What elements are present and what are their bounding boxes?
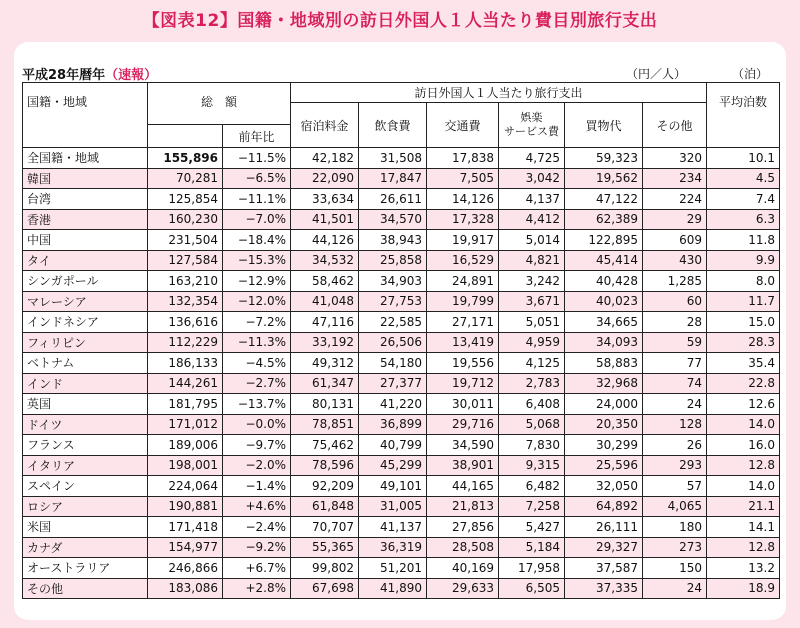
cell-other: 60	[643, 291, 707, 312]
cell-other: 150	[643, 558, 707, 579]
cell-other: 273	[643, 537, 707, 558]
header-shopping: 買物代	[565, 103, 643, 148]
cell-yoy: −4.5%	[223, 353, 291, 374]
cell-entertainment: 4,412	[499, 209, 565, 230]
cell-yoy: −7.2%	[223, 312, 291, 333]
table-row	[23, 414, 780, 435]
cell-shopping: 37,335	[565, 578, 643, 599]
cell-lodging: 99,802	[291, 558, 359, 579]
cell-other: 28	[643, 312, 707, 333]
cell-region: スペイン	[23, 476, 148, 497]
cell-lodging: 34,532	[291, 250, 359, 271]
cell-entertainment: 9,315	[499, 455, 565, 476]
cell-shopping: 58,883	[565, 353, 643, 374]
cell-lodging: 70,707	[291, 517, 359, 538]
cell-region: ベトナム	[23, 353, 148, 374]
cell-other: 128	[643, 414, 707, 435]
cell-lodging: 49,312	[291, 353, 359, 374]
cell-lodging: 33,634	[291, 189, 359, 210]
cell-transport: 38,901	[427, 455, 499, 476]
cell-shopping: 40,023	[565, 291, 643, 312]
table-row	[23, 332, 780, 353]
cell-nights: 14.1	[707, 517, 780, 538]
cell-transport: 21,813	[427, 496, 499, 517]
table-row	[23, 578, 780, 599]
cell-total: 144,261	[148, 373, 223, 394]
cell-shopping: 62,389	[565, 209, 643, 230]
cell-shopping: 25,596	[565, 455, 643, 476]
cell-nights: 35.4	[707, 353, 780, 374]
cell-region: その他	[23, 578, 148, 599]
cell-entertainment: 4,821	[499, 250, 565, 271]
unit-nights-label: （泊）	[732, 67, 769, 81]
header-avg-nights: 平均泊数	[707, 83, 780, 148]
cell-yoy: −12.9%	[223, 271, 291, 292]
cell-region: 英国	[23, 394, 148, 415]
cell-other: 430	[643, 250, 707, 271]
cell-region: 韓国	[23, 168, 148, 189]
header-yoy: 前年比	[223, 125, 291, 148]
cell-nights: 11.7	[707, 291, 780, 312]
cell-lodging: 92,209	[291, 476, 359, 497]
cell-total: 171,012	[148, 414, 223, 435]
cell-transport: 30,011	[427, 394, 499, 415]
cell-nights: 12.6	[707, 394, 780, 415]
cell-other: 4,065	[643, 496, 707, 517]
table-row	[23, 168, 780, 189]
cell-nights: 18.9	[707, 578, 780, 599]
spending-table	[22, 82, 780, 599]
cell-total: 155,896	[148, 148, 223, 169]
cell-food: 25,858	[359, 250, 427, 271]
cell-transport: 14,126	[427, 189, 499, 210]
cell-yoy: −13.7%	[223, 394, 291, 415]
cell-total: 132,354	[148, 291, 223, 312]
table-row	[23, 435, 780, 456]
cell-transport: 40,169	[427, 558, 499, 579]
cell-shopping: 26,111	[565, 517, 643, 538]
cell-other: 57	[643, 476, 707, 497]
cell-transport: 29,716	[427, 414, 499, 435]
cell-yoy: −15.3%	[223, 250, 291, 271]
cell-entertainment: 5,068	[499, 414, 565, 435]
cell-transport: 19,799	[427, 291, 499, 312]
cell-lodging: 58,462	[291, 271, 359, 292]
header-group: 訪日外国人１人当たり旅行支出	[291, 83, 707, 103]
cell-entertainment: 4,125	[499, 353, 565, 374]
cell-transport: 17,838	[427, 148, 499, 169]
cell-region: タイ	[23, 250, 148, 271]
cell-entertainment: 4,137	[499, 189, 565, 210]
cell-yoy: −0.0%	[223, 414, 291, 435]
cell-shopping: 37,587	[565, 558, 643, 579]
cell-nights: 16.0	[707, 435, 780, 456]
cell-shopping: 64,892	[565, 496, 643, 517]
cell-food: 31,508	[359, 148, 427, 169]
cell-transport: 24,891	[427, 271, 499, 292]
cell-lodging: 41,048	[291, 291, 359, 312]
cell-region: 全国籍・地域	[23, 148, 148, 169]
cell-food: 45,299	[359, 455, 427, 476]
unit-yen-label: （円／人）	[626, 67, 687, 81]
table-row	[23, 291, 780, 312]
cell-yoy: +4.6%	[223, 496, 291, 517]
cell-other: 59	[643, 332, 707, 353]
cell-region: ドイツ	[23, 414, 148, 435]
cell-food: 22,585	[359, 312, 427, 333]
cell-total: 171,418	[148, 517, 223, 538]
cell-nights: 28.3	[707, 332, 780, 353]
cell-entertainment: 6,482	[499, 476, 565, 497]
cell-total: 70,281	[148, 168, 223, 189]
cell-lodging: 78,596	[291, 455, 359, 476]
cell-shopping: 47,122	[565, 189, 643, 210]
header-entertainment-line2: サービス費	[504, 125, 559, 138]
cell-entertainment: 2,783	[499, 373, 565, 394]
cell-entertainment: 5,184	[499, 537, 565, 558]
cell-food: 26,611	[359, 189, 427, 210]
header-other: その他	[643, 103, 707, 148]
cell-yoy: −6.5%	[223, 168, 291, 189]
cell-lodging: 44,126	[291, 230, 359, 251]
cell-entertainment: 5,014	[499, 230, 565, 251]
cell-total: 186,133	[148, 353, 223, 374]
cell-yoy: −7.0%	[223, 209, 291, 230]
cell-total: 127,584	[148, 250, 223, 271]
cell-food: 31,005	[359, 496, 427, 517]
cell-food: 40,799	[359, 435, 427, 456]
cell-other: 24	[643, 578, 707, 599]
cell-entertainment: 5,427	[499, 517, 565, 538]
cell-other: 180	[643, 517, 707, 538]
cell-total: 160,230	[148, 209, 223, 230]
cell-yoy: −11.1%	[223, 189, 291, 210]
cell-lodging: 55,365	[291, 537, 359, 558]
cell-shopping: 34,665	[565, 312, 643, 333]
period-label: 平成28年暦年	[22, 68, 106, 83]
cell-total: 183,086	[148, 578, 223, 599]
cell-region: ロシア	[23, 496, 148, 517]
table-row	[23, 148, 780, 169]
header-total: 総 額	[148, 83, 291, 125]
cell-shopping: 34,093	[565, 332, 643, 353]
cell-entertainment: 3,671	[499, 291, 565, 312]
cell-nights: 4.5	[707, 168, 780, 189]
cell-food: 41,220	[359, 394, 427, 415]
cell-other: 1,285	[643, 271, 707, 292]
cell-food: 27,753	[359, 291, 427, 312]
table-row	[23, 353, 780, 374]
cell-entertainment: 6,408	[499, 394, 565, 415]
cell-other: 24	[643, 394, 707, 415]
cell-yoy: −9.2%	[223, 537, 291, 558]
table-row	[23, 496, 780, 517]
cell-transport: 7,505	[427, 168, 499, 189]
cell-food: 17,847	[359, 168, 427, 189]
cell-entertainment: 4,725	[499, 148, 565, 169]
cell-shopping: 30,299	[565, 435, 643, 456]
table-row	[23, 394, 780, 415]
cell-food: 27,377	[359, 373, 427, 394]
cell-lodging: 61,347	[291, 373, 359, 394]
cell-food: 51,201	[359, 558, 427, 579]
table-row	[23, 476, 780, 497]
cell-total: 181,795	[148, 394, 223, 415]
cell-entertainment: 3,242	[499, 271, 565, 292]
cell-other: 74	[643, 373, 707, 394]
cell-entertainment: 5,051	[499, 312, 565, 333]
cell-yoy: −11.5%	[223, 148, 291, 169]
table-row	[23, 537, 780, 558]
cell-nights: 14.0	[707, 476, 780, 497]
cell-region: 中国	[23, 230, 148, 251]
cell-nights: 6.3	[707, 209, 780, 230]
cell-other: 320	[643, 148, 707, 169]
header-transport: 交通費	[427, 103, 499, 148]
header-lodging: 宿泊料金	[291, 103, 359, 148]
cell-entertainment: 4,959	[499, 332, 565, 353]
header-total-spacer	[148, 125, 223, 148]
cell-transport: 27,856	[427, 517, 499, 538]
cell-other: 29	[643, 209, 707, 230]
table-row	[23, 373, 780, 394]
cell-total: 163,210	[148, 271, 223, 292]
cell-other: 26	[643, 435, 707, 456]
cell-region: シンガポール	[23, 271, 148, 292]
cell-shopping: 29,327	[565, 537, 643, 558]
cell-lodging: 75,462	[291, 435, 359, 456]
cell-entertainment: 7,830	[499, 435, 565, 456]
cell-food: 49,101	[359, 476, 427, 497]
cell-food: 41,890	[359, 578, 427, 599]
cell-region: 米国	[23, 517, 148, 538]
cell-entertainment: 3,042	[499, 168, 565, 189]
cell-total: 125,854	[148, 189, 223, 210]
cell-transport: 29,633	[427, 578, 499, 599]
cell-yoy: −11.3%	[223, 332, 291, 353]
cell-total: 224,064	[148, 476, 223, 497]
cell-transport: 27,171	[427, 312, 499, 333]
cell-region: インドネシア	[23, 312, 148, 333]
cell-shopping: 24,000	[565, 394, 643, 415]
cell-total: 112,229	[148, 332, 223, 353]
cell-food: 36,899	[359, 414, 427, 435]
cell-total: 189,006	[148, 435, 223, 456]
cell-lodging: 33,192	[291, 332, 359, 353]
cell-nights: 15.0	[707, 312, 780, 333]
cell-shopping: 122,895	[565, 230, 643, 251]
cell-total: 231,504	[148, 230, 223, 251]
cell-nights: 7.4	[707, 189, 780, 210]
cell-region: インド	[23, 373, 148, 394]
cell-nights: 21.1	[707, 496, 780, 517]
cell-yoy: −18.4%	[223, 230, 291, 251]
cell-transport: 13,419	[427, 332, 499, 353]
cell-nights: 8.0	[707, 271, 780, 292]
cell-transport: 19,917	[427, 230, 499, 251]
cell-lodging: 61,848	[291, 496, 359, 517]
table-body	[23, 148, 780, 599]
cell-other: 609	[643, 230, 707, 251]
cell-other: 234	[643, 168, 707, 189]
cell-region: フィリピン	[23, 332, 148, 353]
cell-shopping: 40,428	[565, 271, 643, 292]
cell-shopping: 20,350	[565, 414, 643, 435]
cell-entertainment: 17,958	[499, 558, 565, 579]
cell-transport: 28,508	[427, 537, 499, 558]
table-row	[23, 189, 780, 210]
cell-food: 34,570	[359, 209, 427, 230]
cell-transport: 17,328	[427, 209, 499, 230]
cell-food: 34,903	[359, 271, 427, 292]
header-entertainment	[499, 103, 565, 148]
cell-yoy: −2.7%	[223, 373, 291, 394]
table-row	[23, 312, 780, 333]
table-row	[23, 250, 780, 271]
cell-yoy: −12.0%	[223, 291, 291, 312]
cell-other: 224	[643, 189, 707, 210]
table-subheading	[22, 64, 157, 83]
cell-region: フランス	[23, 435, 148, 456]
cell-food: 26,506	[359, 332, 427, 353]
cell-other: 77	[643, 353, 707, 374]
table-row	[23, 455, 780, 476]
page-title: 【図表12】国籍・地域別の訪日外国人１人当たり費目別旅行支出	[142, 11, 658, 31]
cell-lodging: 78,851	[291, 414, 359, 435]
cell-transport: 19,556	[427, 353, 499, 374]
cell-total: 198,001	[148, 455, 223, 476]
cell-yoy: −2.0%	[223, 455, 291, 476]
cell-nights: 14.0	[707, 414, 780, 435]
cell-nights: 9.9	[707, 250, 780, 271]
cell-lodging: 47,116	[291, 312, 359, 333]
cell-entertainment: 6,505	[499, 578, 565, 599]
cell-yoy: −1.4%	[223, 476, 291, 497]
cell-nights: 13.2	[707, 558, 780, 579]
cell-yoy: −9.7%	[223, 435, 291, 456]
cell-nights: 10.1	[707, 148, 780, 169]
cell-other: 293	[643, 455, 707, 476]
cell-transport: 34,590	[427, 435, 499, 456]
cell-food: 41,137	[359, 517, 427, 538]
cell-yoy: −2.4%	[223, 517, 291, 538]
table-row	[23, 517, 780, 538]
table-row	[23, 230, 780, 251]
cell-lodging: 22,090	[291, 168, 359, 189]
cell-food: 38,943	[359, 230, 427, 251]
cell-region: マレーシア	[23, 291, 148, 312]
cell-nights: 12.8	[707, 537, 780, 558]
header-food: 飲食費	[359, 103, 427, 148]
cell-yoy: +6.7%	[223, 558, 291, 579]
cell-total: 246,866	[148, 558, 223, 579]
cell-yoy: +2.8%	[223, 578, 291, 599]
cell-entertainment: 7,258	[499, 496, 565, 517]
cell-lodging: 42,182	[291, 148, 359, 169]
cell-shopping: 32,968	[565, 373, 643, 394]
cell-region: イタリア	[23, 455, 148, 476]
cell-shopping: 32,050	[565, 476, 643, 497]
cell-shopping: 45,414	[565, 250, 643, 271]
cell-shopping: 19,562	[565, 168, 643, 189]
cell-transport: 19,712	[427, 373, 499, 394]
cell-region: 香港	[23, 209, 148, 230]
cell-region: カナダ	[23, 537, 148, 558]
cell-region: オーストラリア	[23, 558, 148, 579]
cell-lodging: 80,131	[291, 394, 359, 415]
header-entertainment-line1: 娯楽	[520, 111, 543, 124]
cell-region: 台湾	[23, 189, 148, 210]
cell-lodging: 41,501	[291, 209, 359, 230]
cell-food: 54,180	[359, 353, 427, 374]
preliminary-label: （速報）	[105, 68, 158, 83]
cell-nights: 11.8	[707, 230, 780, 251]
table-row	[23, 271, 780, 292]
table-row	[23, 209, 780, 230]
cell-total: 154,977	[148, 537, 223, 558]
cell-transport: 44,165	[427, 476, 499, 497]
table-row	[23, 558, 780, 579]
cell-nights: 22.8	[707, 373, 780, 394]
cell-total: 190,881	[148, 496, 223, 517]
cell-total: 136,616	[148, 312, 223, 333]
header-region: 国籍・地域	[23, 83, 148, 148]
cell-transport: 16,529	[427, 250, 499, 271]
cell-shopping: 59,323	[565, 148, 643, 169]
cell-lodging: 67,698	[291, 578, 359, 599]
cell-nights: 12.8	[707, 455, 780, 476]
cell-food: 36,319	[359, 537, 427, 558]
